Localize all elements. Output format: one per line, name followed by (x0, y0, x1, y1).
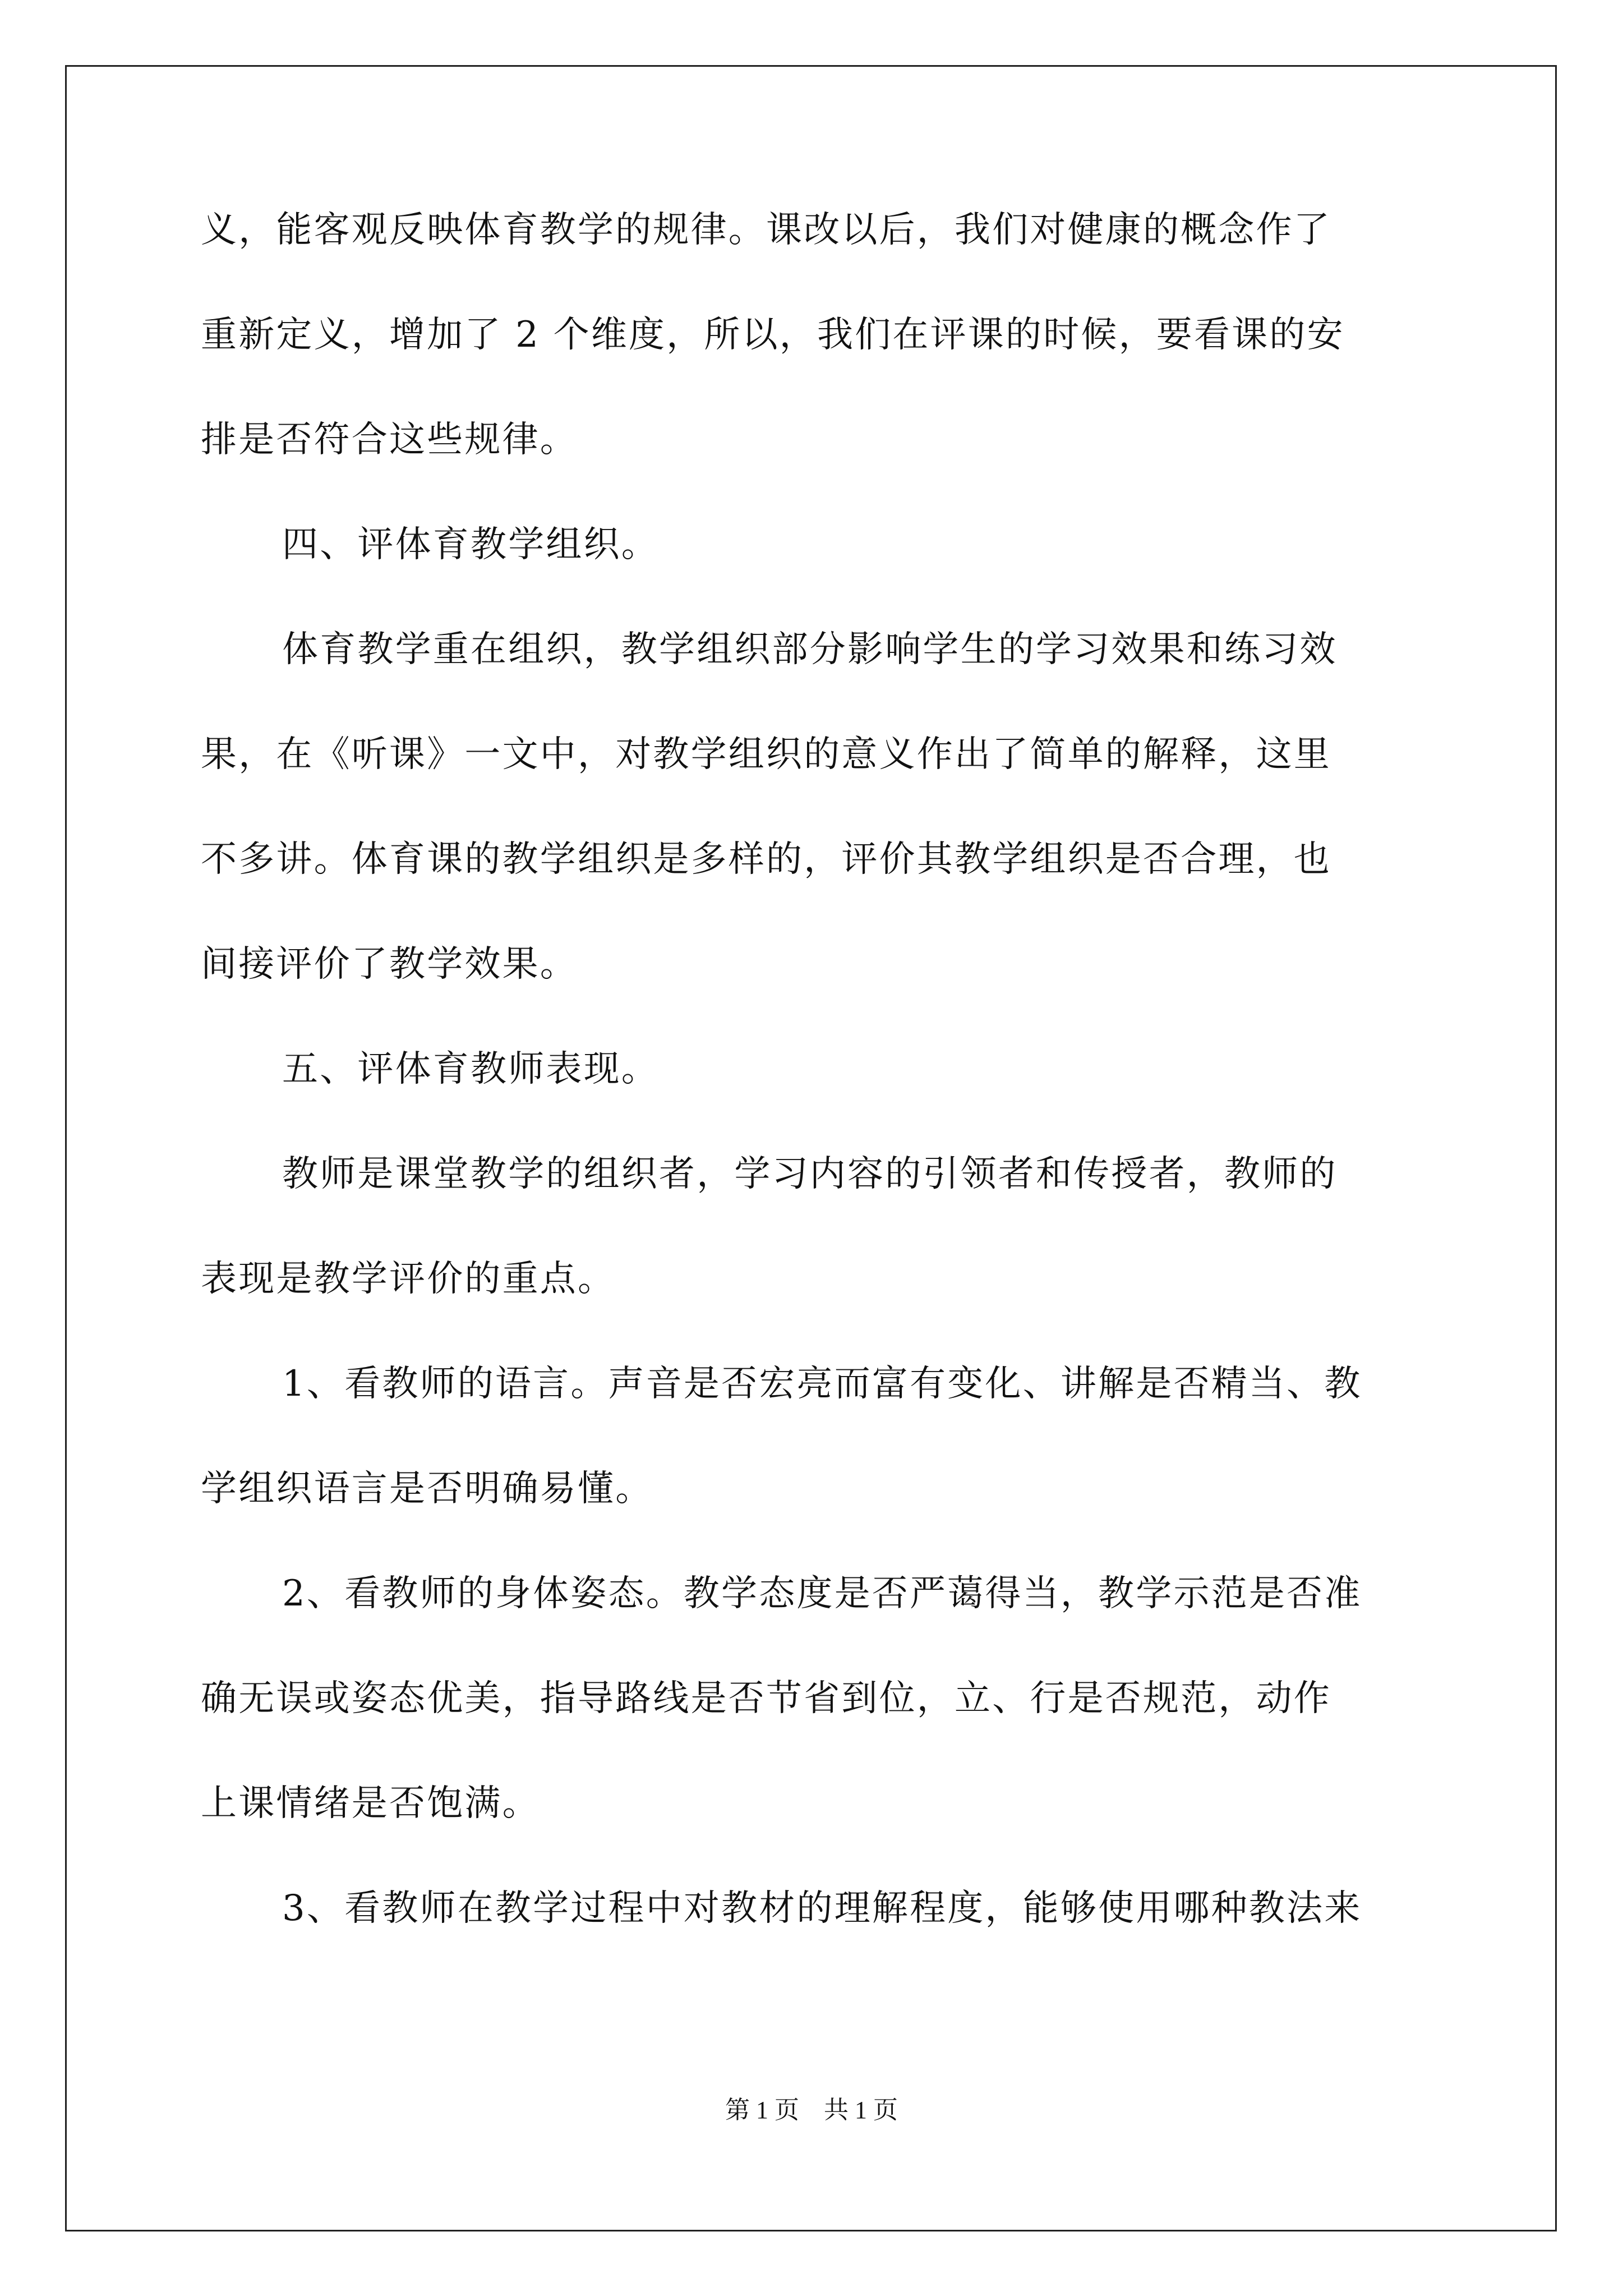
text-line: 不多讲。体育课的教学组织是多样的，评价其教学组织是否合理，也 (201, 839, 1331, 880)
text-line: 表现是教学评价的重点。 (201, 1258, 616, 1300)
section-heading: 四、评体育教学组织。 (282, 524, 659, 565)
list-item-line: 3、看教师在教学过程中对教材的理解程度，能够使用哪种教法来 (282, 1888, 1362, 1929)
text-line: 义，能客观反映体育教学的规律。课改以后，我们对健康的概念作了 (201, 209, 1331, 251)
text-line: 确无误或姿态优美，指导路线是否节省到位，立、行是否规范，动作 (201, 1678, 1331, 1719)
text-line: 上课情绪是否饱满。 (201, 1783, 540, 1824)
list-item-line: 1、看教师的语言。声音是否宏亮而富有变化、讲解是否精当、教 (282, 1363, 1362, 1405)
text-line: 排是否符合这些规律。 (201, 419, 578, 461)
text-line: 体育教学重在组织，教学组织部分影响学生的学习效果和练习效 (282, 629, 1338, 670)
list-item-line: 2、看教师的身体姿态。教学态度是否严蔼得当，教学示范是否准 (282, 1573, 1362, 1614)
text-line: 重新定义，增加了 2 个维度，所以，我们在评课的时候，要看课的安 (201, 314, 1345, 356)
text-line: 学组织语言是否明确易懂。 (201, 1468, 653, 1510)
page-footer: 第 1 页 共 1 页 (725, 2096, 898, 2124)
section-heading: 五、评体育教师表现。 (282, 1048, 659, 1090)
text-line: 果，在《听课》一文中，对教学组织的意义作出了简单的解释，这里 (201, 734, 1331, 775)
text-line: 教师是课堂教学的组织者，学习内容的引领者和传授者，教师的 (282, 1153, 1338, 1195)
text-line: 间接评价了教学效果。 (201, 944, 578, 985)
